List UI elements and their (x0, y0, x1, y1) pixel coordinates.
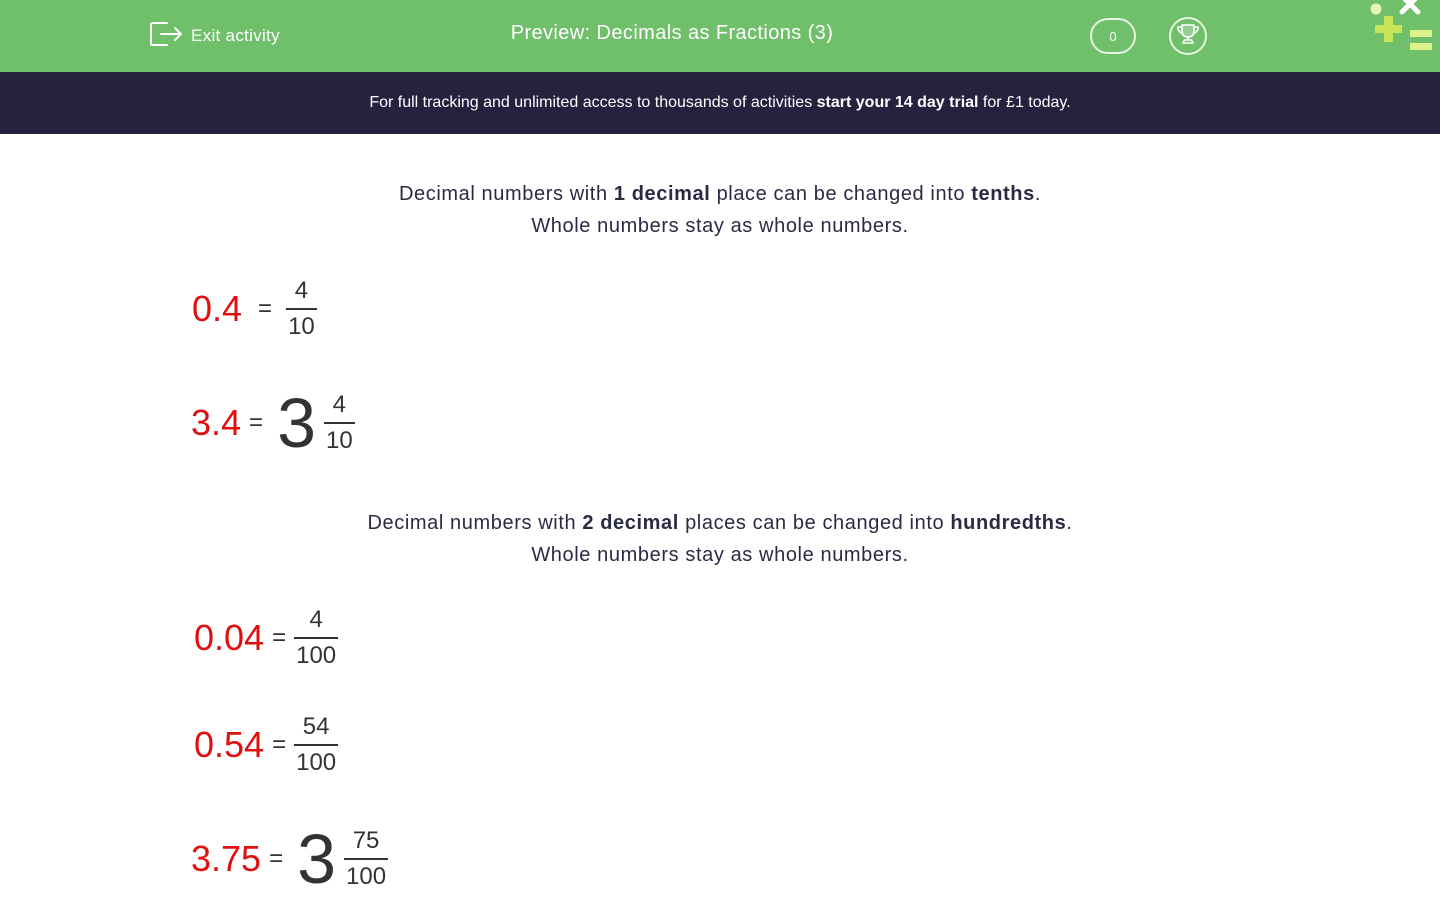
numerator: 4 (294, 277, 309, 304)
numerator: 4 (309, 606, 323, 633)
promo-text: For full tracking and unlimited access to thousands of activities start your 14 day trial for £1 today. (369, 94, 1071, 111)
whole-number: 3 (297, 820, 337, 898)
fraction (324, 390, 355, 456)
denominator: 10 (288, 313, 315, 340)
numerator: 4 (332, 391, 347, 418)
example-0-54 (194, 712, 338, 778)
equals-sign: = (272, 731, 287, 758)
equals-sign: = (272, 624, 287, 651)
top-bar (0, 0, 1440, 72)
fraction (294, 605, 338, 671)
example-3-4 (191, 384, 355, 462)
decimal-value: 0.4 (192, 288, 243, 329)
trial-link[interactable]: start your 14 day trial (816, 94, 979, 111)
trial-promo-banner (0, 72, 1440, 134)
whole-number: 3 (277, 384, 316, 462)
exit-activity-label: Exit activity (191, 26, 280, 45)
numerator: 54 (302, 713, 330, 740)
exit-icon (149, 19, 183, 54)
example-0-04 (194, 605, 338, 671)
exit-activity-button[interactable] (149, 20, 280, 52)
denominator: 10 (326, 427, 353, 454)
denominator: 100 (296, 749, 337, 776)
score-counter: 0 (1090, 18, 1136, 54)
equals-sign: = (269, 845, 284, 872)
denominator: 100 (296, 642, 337, 669)
equals-sign: = (258, 295, 273, 322)
fraction (294, 712, 338, 778)
page-title: Preview: Decimals as Fractions (3) (510, 22, 834, 44)
hundredths-explanation-line2: Whole numbers stay as whole numbers. (531, 544, 909, 566)
denominator: 100 (346, 863, 387, 890)
decimal-value: 0.54 (194, 724, 265, 765)
example-0-4 (192, 276, 317, 342)
fraction (344, 826, 388, 892)
decimal-value: 3.75 (191, 838, 262, 879)
trophy-icon (1176, 23, 1200, 50)
decimal-value: 3.4 (191, 402, 242, 443)
decimal-value: 0.04 (194, 617, 265, 658)
equals-sign: = (249, 409, 264, 436)
example-3-75 (191, 820, 388, 898)
tenths-explanation (0, 178, 1440, 242)
trophy-button[interactable] (1169, 17, 1207, 55)
hundredths-explanation-line1: Decimal numbers with 2 decimal places can be changed into hundredths. (367, 512, 1073, 534)
tenths-explanation-line1: Decimal numbers with 1 decimal place can be changed into tenths. (398, 183, 1042, 205)
brand-logo (1366, 0, 1440, 58)
math-symbols-logo (1366, 0, 1440, 58)
numerator: 75 (352, 827, 380, 854)
hundredths-explanation (0, 507, 1440, 571)
fraction (286, 276, 317, 342)
tenths-explanation-line2: Whole numbers stay as whole numbers. (531, 215, 909, 237)
